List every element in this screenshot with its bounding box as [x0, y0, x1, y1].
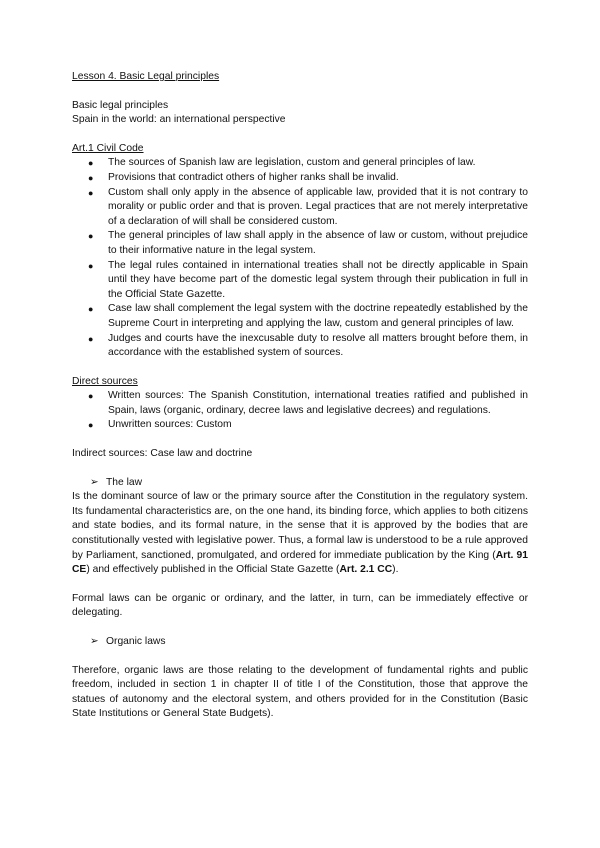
indirect-sources: Indirect sources: Case law and doctrine	[72, 448, 253, 460]
bullet-icon: ●	[88, 158, 94, 169]
bullet-icon: ●	[88, 187, 94, 198]
direct-sources-heading: Direct sources	[72, 375, 138, 387]
bullet-icon: ●	[88, 231, 94, 242]
article-ref: Art. 91 CE	[72, 549, 528, 576]
subtitle-international-perspective: Spain in the world: an international perspective	[72, 114, 286, 126]
list-item: ● Judges and courts have the inexcusable duty to resolve all matters brought before them, in accordance with the established system of sources.	[88, 332, 528, 359]
article-ref: Art. 2.1 CC	[339, 564, 393, 576]
bullet-icon: ●	[88, 391, 94, 402]
bullet-icon: ●	[88, 172, 94, 183]
list-item: ● Written sources: The Spanish Constitution, international treaties ratified and published in Spain, laws (organic, ordinary, decree laws and legislative decrees) and regulations.	[88, 390, 528, 416]
arrow-icon: ➢	[90, 636, 99, 647]
list-item: ● Custom shall only apply in the absence of applicable law, provided that it is not contrary to morality or public order and that is proven. Legal practices that are not merely interpretative of a declaration of will shall be considered custom.	[88, 186, 528, 227]
civil-code-list	[72, 156, 528, 360]
civil-code-heading: Art.1 Civil Code	[72, 142, 144, 154]
the-law-heading: ➢ The law	[72, 476, 528, 491]
direct-sources-list	[72, 389, 528, 433]
list-item: ● Unwritten sources: Custom	[72, 418, 528, 433]
formal-laws-paragraph: Formal laws can be organic or ordinary, and the latter, in turn, can be immediately effective or delegating.	[72, 592, 528, 619]
subtitle-basic-legal-principles: Basic legal principles	[72, 99, 169, 111]
list-item: ● The sources of Spanish law are legislation, custom and general principles of law.	[72, 156, 528, 171]
the-law-paragraph: Is the dominant source of law or the primary source after the Constitution in the regulatory system. Its fundamental characteristics are, on the one hand, its binding force, which applies to both citizens and state bodies, and its formal nature, in the sense that it is approved by the bodies that are constitutionally vested with legislative power. Thus, a formal law is understood to be a rule approved by Parliament, sanctioned, promulgated, and ordered for immediate publication by the King (Art. 91 CE) and effectively published in the Official State Gazette (Art. 2.1 CC).	[72, 491, 528, 576]
bullet-icon: ●	[88, 304, 94, 315]
document-content	[72, 70, 528, 722]
list-item: ● The legal rules contained in international treaties shall not be directly applicable in Spain until they have become part of the domestic legal system through their publication in full in the Official State Gazette.	[88, 259, 528, 300]
organic-laws-paragraph: Therefore, organic laws are those relating to the development of fundamental rights and public freedom, included in section 1 in chapter II of title I of the Constitution, those that approve the statues of autonomy and the electoral system, and others provided for in the Constitution (Basic State Institutions or General State Budgets).	[72, 664, 528, 720]
lesson-title: Lesson 4. Basic Legal principles	[72, 71, 220, 82]
bullet-icon: ●	[88, 333, 94, 344]
list-item: ● The general principles of law shall apply in the absence of law or custom, without prejudice to their informative nature in the legal system.	[88, 230, 528, 256]
arrow-icon: ➢	[90, 476, 99, 488]
list-item: ● Provisions that contradict others of higher ranks shall be invalid.	[72, 171, 528, 186]
list-item: ● Case law shall complement the legal system with the doctrine repeatedly established by the Supreme Court in interpreting and applying the law, custom and general principles of law.	[88, 303, 528, 329]
bullet-icon: ●	[88, 420, 94, 431]
bullet-icon: ●	[88, 260, 94, 271]
organic-laws-heading: ➢ Organic laws	[72, 635, 528, 650]
